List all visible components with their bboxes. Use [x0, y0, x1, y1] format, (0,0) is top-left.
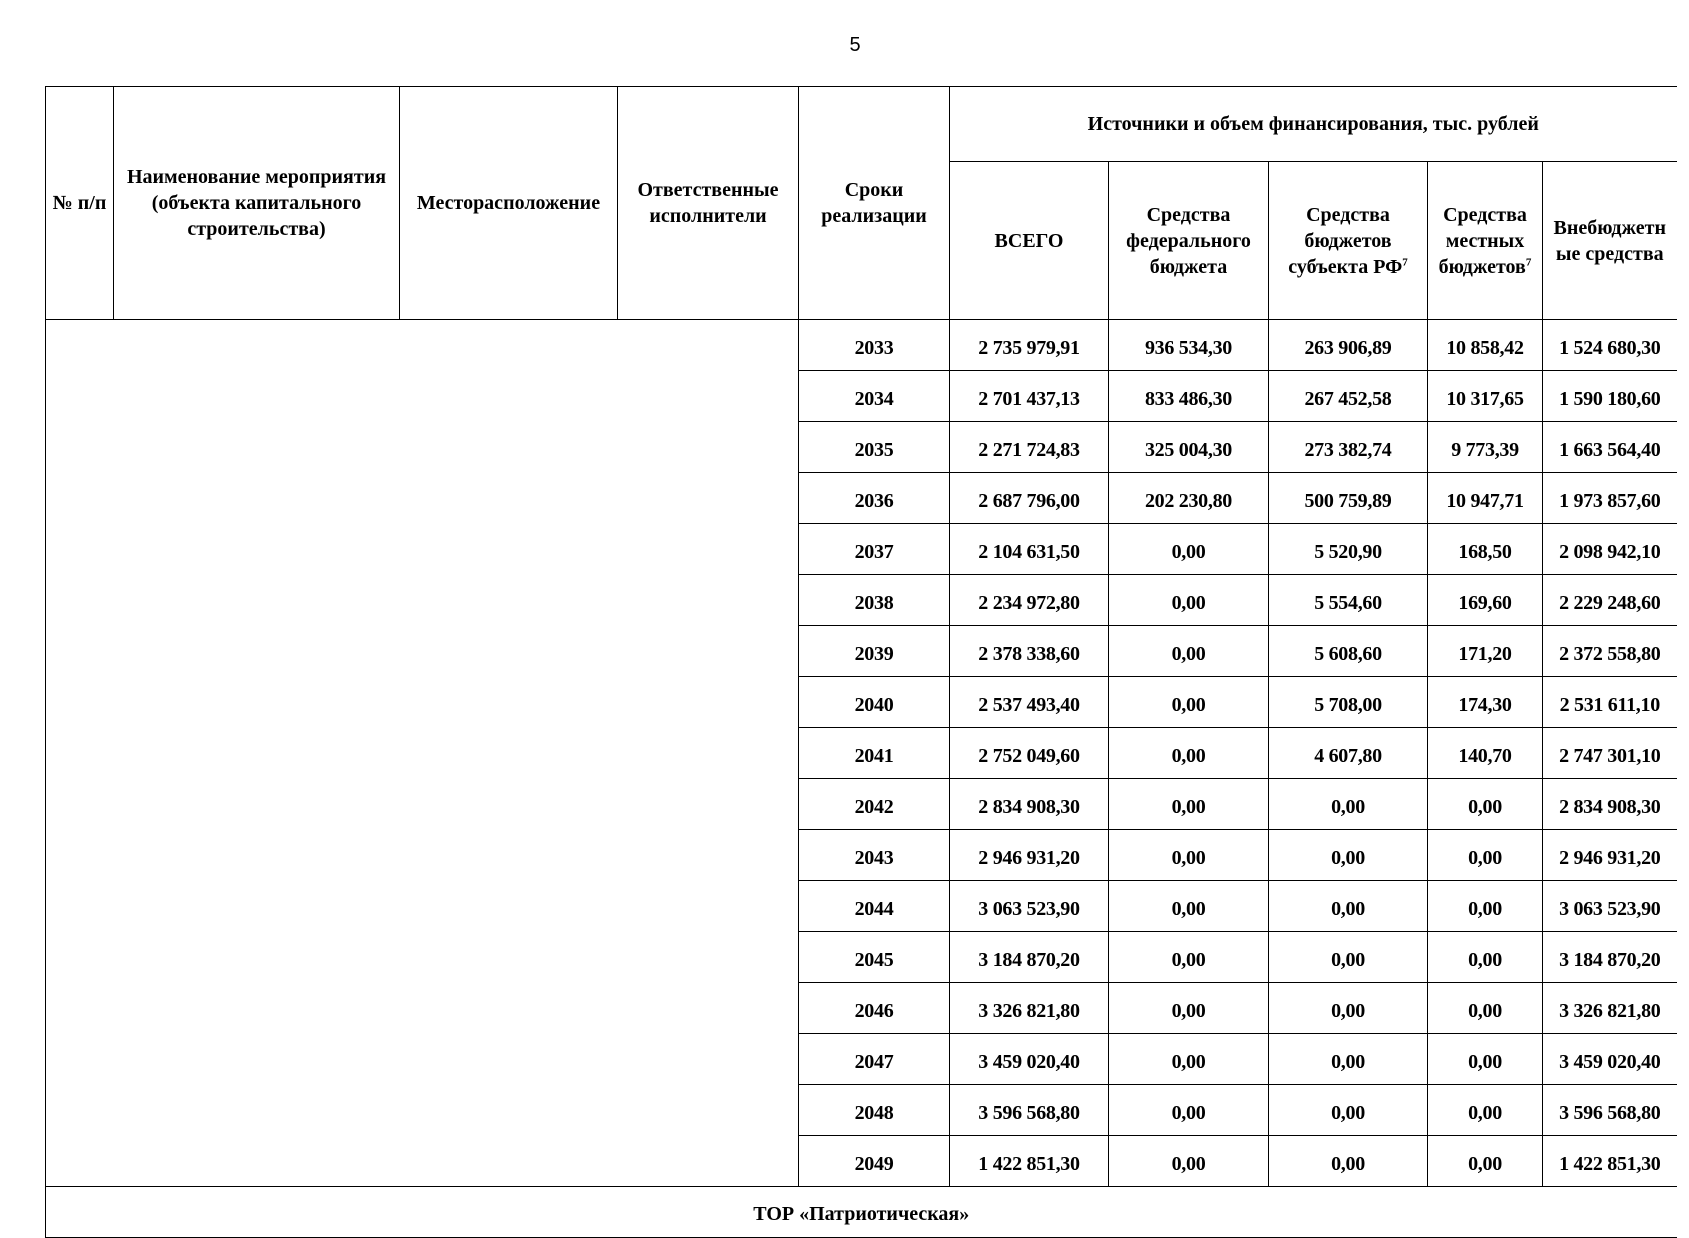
table-row	[46, 320, 1677, 371]
extrabudget-cell: 1 663 564,40	[1543, 422, 1677, 473]
local-cell: 10 317,65	[1428, 371, 1543, 422]
table-body	[46, 320, 1677, 1187]
year-cell: 2037	[799, 524, 950, 575]
extrabudget-cell: 2 229 248,60	[1543, 575, 1677, 626]
local-cell: 0,00	[1428, 983, 1543, 1034]
total-cell: 3 596 568,80	[950, 1085, 1109, 1136]
total-cell: 2 537 493,40	[950, 677, 1109, 728]
local-cell: 0,00	[1428, 830, 1543, 881]
local-cell: 174,30	[1428, 677, 1543, 728]
total-cell: 2 271 724,83	[950, 422, 1109, 473]
year-cell: 2035	[799, 422, 950, 473]
year-cell: 2041	[799, 728, 950, 779]
total-cell: 2 378 338,60	[950, 626, 1109, 677]
regional-cell: 267 452,58	[1269, 371, 1428, 422]
total-cell: 3 184 870,20	[950, 932, 1109, 983]
total-cell: 2 701 437,13	[950, 371, 1109, 422]
header-federal: Средства федерального бюджета	[1109, 162, 1269, 320]
local-cell: 9 773,39	[1428, 422, 1543, 473]
local-cell: 0,00	[1428, 1034, 1543, 1085]
regional-cell: 5 520,90	[1269, 524, 1428, 575]
year-cell: 2042	[799, 779, 950, 830]
federal-cell: 0,00	[1109, 830, 1269, 881]
header-regional	[1269, 162, 1428, 320]
extrabudget-cell: 2 098 942,10	[1543, 524, 1677, 575]
header-total: ВСЕГО	[950, 162, 1109, 320]
regional-cell: 5 554,60	[1269, 575, 1428, 626]
total-cell: 2 752 049,60	[950, 728, 1109, 779]
header-name: Наименование мероприятия (объекта капитального строительства)	[114, 87, 400, 320]
extrabudget-cell: 1 524 680,30	[1543, 320, 1677, 371]
total-cell: 3 063 523,90	[950, 881, 1109, 932]
local-cell: 140,70	[1428, 728, 1543, 779]
total-cell: 1 422 851,30	[950, 1136, 1109, 1187]
federal-cell: 202 230,80	[1109, 473, 1269, 524]
header-num: № п/п	[46, 87, 114, 320]
local-cell: 0,00	[1428, 1085, 1543, 1136]
year-cell: 2049	[799, 1136, 950, 1187]
year-cell: 2040	[799, 677, 950, 728]
total-cell: 2 234 972,80	[950, 575, 1109, 626]
federal-cell: 0,00	[1109, 1136, 1269, 1187]
extrabudget-cell: 2 834 908,30	[1543, 779, 1677, 830]
section-title: ТОР «Патриотическая»	[46, 1187, 1677, 1238]
federal-cell: 0,00	[1109, 1034, 1269, 1085]
federal-cell: 0,00	[1109, 677, 1269, 728]
regional-cell: 0,00	[1269, 779, 1428, 830]
total-cell: 3 326 821,80	[950, 983, 1109, 1034]
federal-cell: 0,00	[1109, 524, 1269, 575]
year-cell: 2048	[799, 1085, 950, 1136]
empty-description-block	[46, 320, 799, 1187]
federal-cell: 0,00	[1109, 1085, 1269, 1136]
regional-cell: 5 708,00	[1269, 677, 1428, 728]
year-cell: 2047	[799, 1034, 950, 1085]
total-cell: 2 946 931,20	[950, 830, 1109, 881]
page-number: 5	[849, 34, 861, 56]
regional-cell: 0,00	[1269, 1085, 1428, 1136]
local-cell: 10 858,42	[1428, 320, 1543, 371]
local-cell: 0,00	[1428, 1136, 1543, 1187]
header-regional-footnote: 7	[1402, 255, 1408, 268]
financing-table	[45, 86, 1677, 1238]
year-cell: 2043	[799, 830, 950, 881]
regional-cell: 0,00	[1269, 1034, 1428, 1085]
federal-cell: 325 004,30	[1109, 422, 1269, 473]
federal-cell: 936 534,30	[1109, 320, 1269, 371]
local-cell: 168,50	[1428, 524, 1543, 575]
regional-cell: 0,00	[1269, 983, 1428, 1034]
total-cell: 2 834 908,30	[950, 779, 1109, 830]
header-location: Месторасположение	[400, 87, 618, 320]
header-period: Сроки реализации	[799, 87, 950, 320]
header-responsible: Ответственные исполнители	[618, 87, 799, 320]
regional-cell: 0,00	[1269, 830, 1428, 881]
year-cell: 2044	[799, 881, 950, 932]
total-cell: 2 735 979,91	[950, 320, 1109, 371]
header-local-footnote: 7	[1525, 255, 1532, 268]
regional-cell: 263 906,89	[1269, 320, 1428, 371]
header-regional-label: Средства бюджетов субъекта РФ	[1288, 203, 1403, 278]
header-local-label: Средства местных бюджетов	[1438, 203, 1527, 278]
federal-cell: 0,00	[1109, 779, 1269, 830]
local-cell: 0,00	[1428, 779, 1543, 830]
year-cell: 2034	[799, 371, 950, 422]
extrabudget-cell: 1 973 857,60	[1543, 473, 1677, 524]
regional-cell: 0,00	[1269, 881, 1428, 932]
federal-cell: 0,00	[1109, 932, 1269, 983]
extrabudget-cell: 3 184 870,20	[1543, 932, 1677, 983]
local-cell: 169,60	[1428, 575, 1543, 626]
federal-cell: 0,00	[1109, 626, 1269, 677]
year-cell: 2038	[799, 575, 950, 626]
regional-cell: 5 608,60	[1269, 626, 1428, 677]
year-cell: 2036	[799, 473, 950, 524]
extrabudget-cell: 2 531 611,10	[1543, 677, 1677, 728]
regional-cell: 0,00	[1269, 932, 1428, 983]
total-cell: 2 687 796,00	[950, 473, 1109, 524]
local-cell: 0,00	[1428, 932, 1543, 983]
table-header	[46, 87, 1677, 320]
year-cell: 2046	[799, 983, 950, 1034]
federal-cell: 0,00	[1109, 881, 1269, 932]
extrabudget-cell: 3 326 821,80	[1543, 983, 1677, 1034]
header-local	[1428, 162, 1543, 320]
extrabudget-cell: 3 063 523,90	[1543, 881, 1677, 932]
regional-cell: 500 759,89	[1269, 473, 1428, 524]
federal-cell: 0,00	[1109, 575, 1269, 626]
total-cell: 3 459 020,40	[950, 1034, 1109, 1085]
extrabudget-cell: 3 459 020,40	[1543, 1034, 1677, 1085]
regional-cell: 273 382,74	[1269, 422, 1428, 473]
total-cell: 2 104 631,50	[950, 524, 1109, 575]
federal-cell: 0,00	[1109, 983, 1269, 1034]
federal-cell: 833 486,30	[1109, 371, 1269, 422]
extrabudget-cell: 1 590 180,60	[1543, 371, 1677, 422]
year-cell: 2039	[799, 626, 950, 677]
header-financing-group: Источники и объем финансирования, тыс. рублей	[950, 87, 1677, 162]
regional-cell: 4 607,80	[1269, 728, 1428, 779]
extrabudget-cell: 3 596 568,80	[1543, 1085, 1677, 1136]
local-cell: 0,00	[1428, 881, 1543, 932]
extrabudget-cell: 2 946 931,20	[1543, 830, 1677, 881]
extrabudget-cell: 2 372 558,80	[1543, 626, 1677, 677]
local-cell: 10 947,71	[1428, 473, 1543, 524]
federal-cell: 0,00	[1109, 728, 1269, 779]
extrabudget-cell: 1 422 851,30	[1543, 1136, 1677, 1187]
year-cell: 2033	[799, 320, 950, 371]
section-row	[46, 1187, 1677, 1238]
regional-cell: 0,00	[1269, 1136, 1428, 1187]
header-extrabudget: Внебюджетн ые средства	[1543, 162, 1677, 320]
year-cell: 2045	[799, 932, 950, 983]
local-cell: 171,20	[1428, 626, 1543, 677]
extrabudget-cell: 2 747 301,10	[1543, 728, 1677, 779]
